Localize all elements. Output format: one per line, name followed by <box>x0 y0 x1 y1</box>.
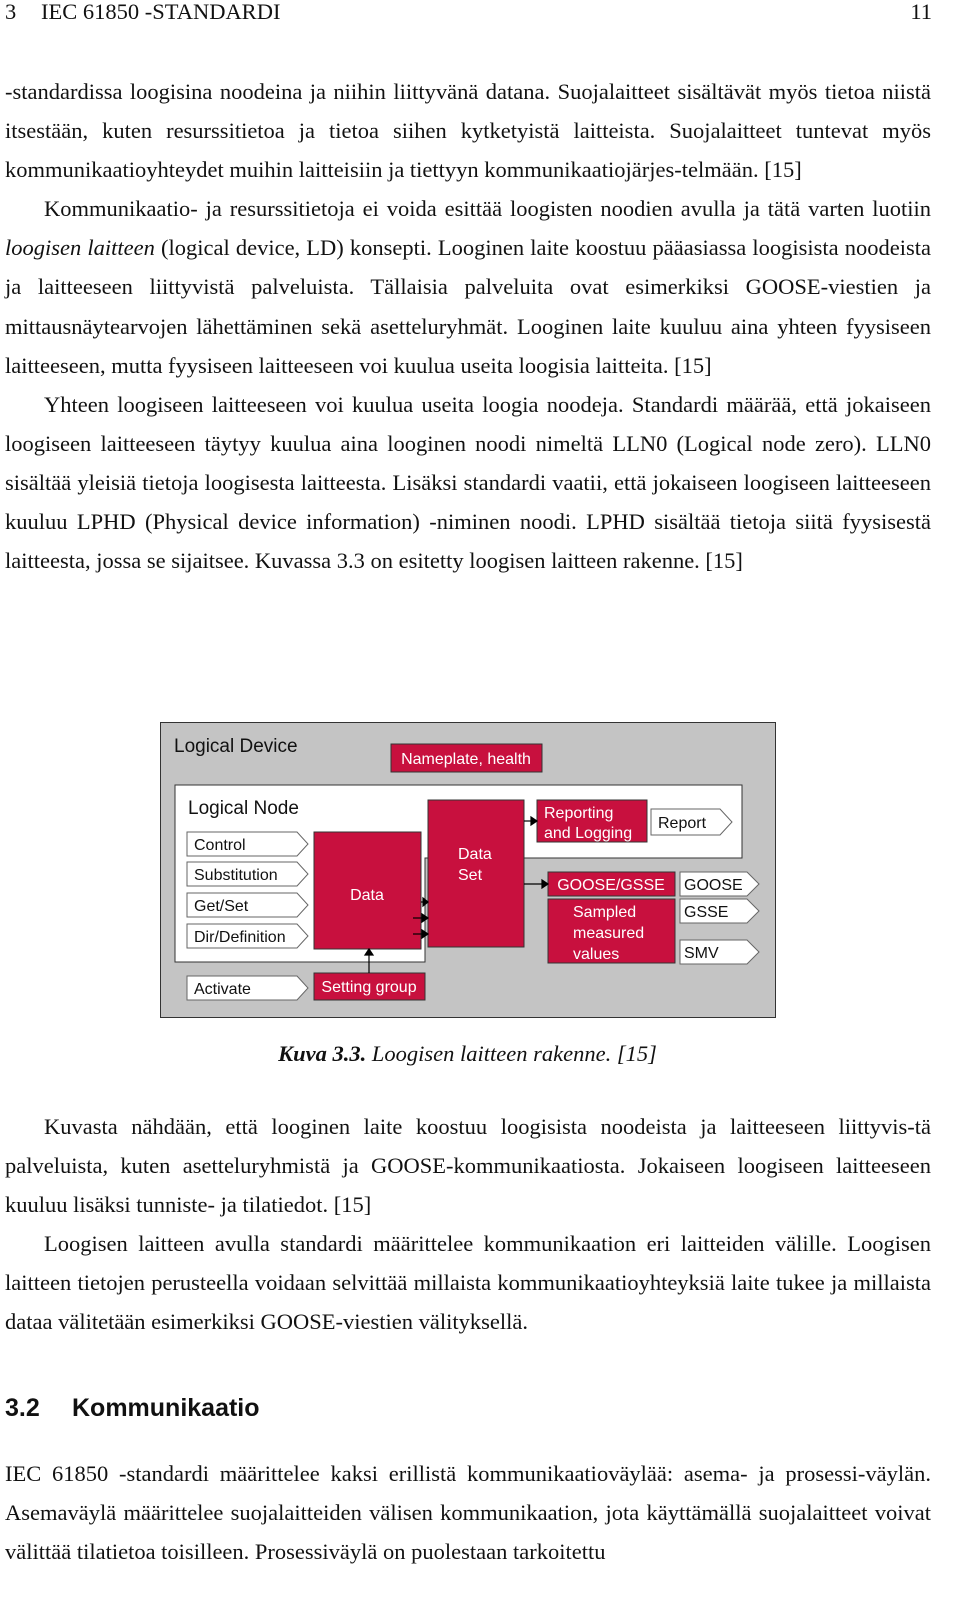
paragraph-4: Kuvasta nähdään, että looginen laite koostuu loogisista noodeista ja laitteeseen liittyvis-tä palveluista, kuten asetteluryhmistä ja GOOSE-kommunikaatiosta. Jokaiseen loogiseen laitteeseen kuuluu lisäksi tunniste- ja tilatiedot. [15] <box>5 1114 931 1218</box>
getset-arrow <box>187 893 308 917</box>
chapter-title: IEC 61850 -STANDARDI <box>41 0 281 24</box>
substitution-label: Substitution <box>194 867 278 884</box>
logical-device-label: Logical Device <box>174 736 298 757</box>
report-label: Report <box>658 815 707 832</box>
paragraph-5: Loogisen laitteen avulla standardi määrittelee kommunikaation eri laitteiden välille. Loogisen laitteen tietojen perusteella voidaan selvittää millaista kommunikaatioyhteyksiä laite tukee ja millaista dataa välitetään esimerkiksi GOOSE-viestien välityksellä. <box>5 1231 931 1335</box>
data-label: Data <box>350 887 384 904</box>
nameplate-label: Nameplate, health <box>401 751 531 768</box>
dir-definition-label: Dir/Definition <box>194 929 286 946</box>
running-header <box>5 0 932 24</box>
smv-arrow <box>680 940 759 964</box>
smv-label: SMV <box>684 945 719 962</box>
activate-arrow <box>187 976 308 1000</box>
caption-text: Loogisen laitteen rakenne. [15] <box>366 1041 657 1066</box>
section-heading <box>5 1390 260 1426</box>
paragraph-6: IEC 61850 -standardi määrittelee kaksi erillistä kommunikaatioväylää: asema- ja prosessi-väylän. Asemaväylä määrittelee suojalaitteiden välisen kommunikaation, jota käyttämällä suojalaitteet voivat välittää tilatietoa toisilleen. Prosessiväylä on puolestaan tarkoitettu <box>5 1461 931 1565</box>
chapter-number: 3 <box>5 0 17 24</box>
control-label: Control <box>194 837 246 854</box>
logical-device-diagram <box>160 722 776 1018</box>
substitution-arrow <box>187 862 308 886</box>
dir-definition-arrow <box>187 924 308 948</box>
emphasis-loogisen-laitteen: loogisen laitteen <box>5 235 155 261</box>
body-text-bottom <box>5 1454 931 1571</box>
caption-label: Kuva 3.3. <box>278 1041 367 1066</box>
activate-label: Activate <box>194 981 251 998</box>
paragraph-2-start: Kommunikaatio- ja resurssitietoja ei voida esittää loogisten noodien avulla ja tätä varten luotiin <box>44 196 931 222</box>
report-arrow <box>651 809 732 835</box>
page-number: 11 <box>910 0 932 24</box>
sampled-label-line1: Sampled <box>573 904 637 921</box>
section-title: Kommunikaatio <box>72 1394 260 1422</box>
setting-group-label: Setting group <box>321 979 417 996</box>
reporting-label-line2: and Logging <box>544 825 633 842</box>
sampled-label-line3: values <box>573 946 620 963</box>
dataset-label-line1: Data <box>458 846 492 863</box>
goose-gsse-label: GOOSE/GSSE <box>557 877 665 894</box>
body-text-top <box>5 72 931 580</box>
reporting-label-line1: Reporting <box>544 805 614 822</box>
getset-label: Get/Set <box>194 898 249 915</box>
logical-node-label: Logical Node <box>188 798 299 819</box>
paragraph-3: Yhteen loogiseen laitteeseen voi kuulua useita loogia noodeja. Standardi määrää, että jokaiseen loogiseen laitteeseen täytyy kuulua aina looginen noodi nimeltä LLN0 (Logical node zero). LLN0 sisältää yleisiä tietoja loogisesta laitteesta. Lisäksi standardi vaatii, että jokaiseen loogiseen laitteeseen kuuluu LPHD (Physical device information) -niminen noodi. LPHD sisältää tietoja siitä fyysisestä laitteesta, jossa se sijaitsee. Kuvassa 3.3 on esitetty loogisen laitteen rakenne. [15] <box>5 391 931 574</box>
sampled-label-line2: measured <box>573 925 645 942</box>
section-number: 3.2 <box>5 1394 40 1422</box>
figure-caption <box>0 1036 935 1072</box>
goose-label: GOOSE <box>684 877 743 894</box>
dataset-label-line2: Set <box>458 867 483 884</box>
paragraph-2-end: (logical device, LD) konsepti. Looginen laite koostuu pääasiassa loogisista noodeista ja laitteeseen liittyvistä palveluista. Tällaisia palveluita ovat esimerkiksi GOOSE-viestien ja mittausnäytearvojen lähettäminen sekä asetteluryhmät. Looginen laite kuuluu aina yhteen fyysiseen laitteeseen, mutta fyysiseen laitteeseen voi kuulua useita loogisia laitteita. [15] <box>5 235 931 378</box>
control-arrow <box>187 832 308 856</box>
goose-arrow <box>680 872 759 896</box>
paragraph-2 <box>5 189 931 384</box>
paragraph-1: -standardissa loogisina noodeina ja niihin liittyvänä datana. Suojalaitteet sisältävät myös tietoa niistä itsestään, kuten resurssitietoa ja tietoa siihen kytketyistä laitteista. Suojalaitteet tuntevat myös kommunikaatioyhteydet muihin laitteisiin ja tiettyyn kommunikaatiojärjes-telmään. [15] <box>5 79 931 183</box>
body-text-middle <box>5 1107 931 1342</box>
gsse-arrow <box>680 899 759 923</box>
gsse-label: GSSE <box>684 904 729 921</box>
